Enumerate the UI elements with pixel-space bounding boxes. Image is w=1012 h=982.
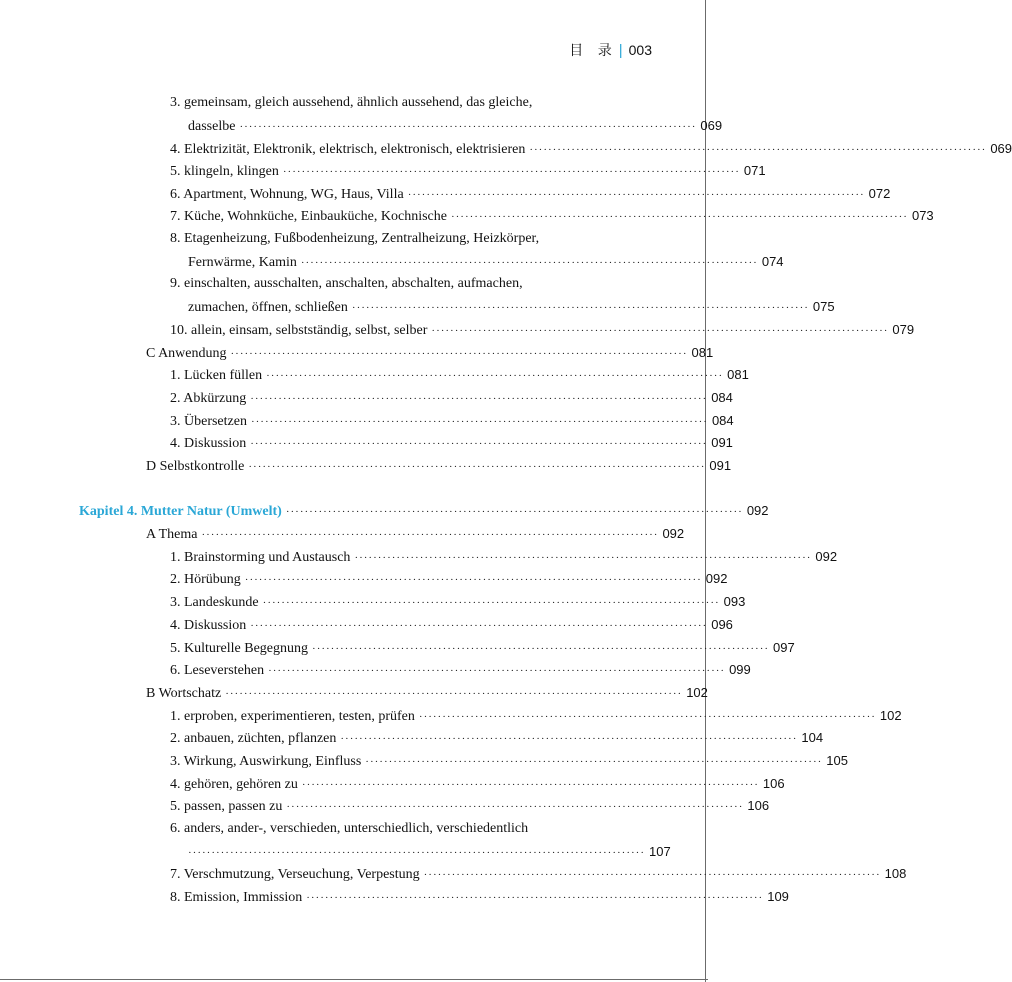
- toc-entry-text: C Anwendung: [146, 346, 227, 361]
- toc-page-number: 071: [743, 163, 766, 178]
- leader-dots: ··································································································: [340, 733, 798, 745]
- toc-page-number: 106: [762, 776, 785, 791]
- toc-page-number: 084: [711, 413, 734, 428]
- leader-dots: ··································································································: [250, 416, 708, 428]
- toc-entry-text: 2. Abkürzung: [170, 391, 247, 406]
- leader-dots: ··································································································: [300, 257, 758, 269]
- toc-entry[interactable]: [0, 728, 824, 748]
- toc-entry-text: 7. Verschmutzung, Verseuchung, Verpestung: [170, 867, 420, 882]
- running-header: [569, 40, 652, 60]
- leader-dots: ··································································································: [248, 461, 706, 473]
- toc-entry-text: 6. anders, ander-, verschieden, unterschiedlich, verschiedentlich: [170, 821, 529, 836]
- page-border-bottom: [0, 979, 708, 980]
- toc-entry-text: 8. Emission, Immission: [170, 890, 303, 905]
- toc-page-number: 092: [746, 503, 769, 518]
- toc-entry[interactable]: [0, 184, 891, 204]
- toc-page-number: 107: [648, 844, 671, 859]
- toc-entry[interactable]: [0, 320, 915, 340]
- toc-entry-text: 9. einschalten, ausschalten, anschalten, abschalten, aufmachen,: [170, 276, 523, 291]
- leader-dots: ··································································································: [250, 438, 708, 450]
- toc-entry-text: 3. Wirkung, Auswirkung, Einfluss: [170, 754, 362, 769]
- leader-dots: ··································································································: [262, 597, 720, 609]
- toc-entry-text: 1. erproben, experimentieren, testen, prüfen: [170, 709, 415, 724]
- leader-dots: ··································································································: [418, 711, 876, 723]
- toc-entry-text: 4. Diskussion: [170, 618, 247, 633]
- toc-page-number: 081: [727, 367, 749, 382]
- toc-entry[interactable]: [0, 592, 746, 612]
- leader-dots: ··································································································: [201, 529, 659, 541]
- header-divider: |: [618, 41, 623, 59]
- leader-dots: ··································································································: [230, 348, 688, 360]
- toc-page-number: 074: [761, 254, 784, 269]
- toc-page-number: 091: [711, 435, 733, 450]
- toc-entry[interactable]: [0, 297, 835, 317]
- toc-entry[interactable]: [0, 706, 902, 726]
- toc-entry-text: A Thema: [146, 527, 198, 542]
- toc-entry-text: 2. anbauen, züchten, pflanzen: [170, 731, 337, 746]
- toc-page-number: 075: [812, 299, 835, 314]
- toc-entry-text: 5. klingeln, klingen: [170, 164, 279, 179]
- leader-dots: ··································································································: [301, 779, 759, 791]
- leader-dots: ··································································································: [225, 688, 683, 700]
- toc-entry[interactable]: [0, 864, 907, 884]
- toc-entry-text: 10. allein, einsam, selbstständig, selbst, selber: [170, 323, 428, 338]
- toc-entry-text: 4. gehören, gehören zu: [170, 777, 298, 792]
- toc-entry-text: Fernwärme, Kamin: [188, 255, 297, 270]
- toc-entry[interactable]: [0, 638, 795, 658]
- toc-chapter-title: Kapitel 4. Mutter Natur (Umwelt): [79, 504, 282, 519]
- leader-dots: ··································································································: [354, 552, 812, 564]
- leader-dots: ··································································································: [431, 325, 889, 337]
- toc-entry-text: 2. Hörübung: [170, 572, 241, 587]
- toc-page-number: 106: [747, 798, 770, 813]
- toc-entry-text: 7. Küche, Wohnküche, Einbauküche, Kochnische: [170, 209, 447, 224]
- toc-entry[interactable]: [0, 569, 728, 589]
- toc-page-number: 102: [686, 685, 708, 700]
- toc-entry[interactable]: [0, 842, 671, 862]
- toc-entry[interactable]: [0, 411, 734, 431]
- toc-page-number: 092: [705, 571, 728, 586]
- toc-entry-text: D Selbstkontrolle: [146, 459, 245, 474]
- toc-entry[interactable]: [0, 615, 733, 635]
- toc-page-number: 096: [711, 617, 733, 632]
- leader-dots: ··································································································: [407, 189, 865, 201]
- leader-dots: ··································································································: [450, 211, 908, 223]
- leader-dots: ··································································································: [268, 665, 726, 677]
- toc-entry[interactable]: [0, 796, 770, 816]
- toc-page-number: 109: [767, 889, 789, 904]
- header-section-title: 目 录: [569, 43, 617, 59]
- leader-dots: ··································································································: [423, 869, 881, 881]
- toc-entry[interactable]: [0, 388, 733, 408]
- toc-entry-text: 3. gemeinsam, gleich aussehend, ähnlich aussehend, das gleiche,: [170, 95, 533, 110]
- toc-entry-text: 3. Übersetzen: [170, 414, 247, 429]
- leader-dots: ··································································································: [282, 166, 740, 178]
- toc-entry-text: 6. Leseverstehen: [170, 663, 265, 678]
- leader-dots: ··································································································: [244, 574, 702, 586]
- leader-dots: ··································································································: [351, 302, 809, 314]
- toc-page-number: 073: [911, 208, 934, 223]
- toc-section[interactable]: [0, 343, 714, 363]
- toc-page-number: 099: [729, 662, 751, 677]
- toc-entry-text: 5. passen, passen zu: [170, 799, 283, 814]
- toc-page-number: 084: [711, 390, 733, 405]
- toc-chapter[interactable]: [0, 501, 769, 521]
- toc-entry[interactable]: [0, 252, 784, 272]
- toc-entry-text: 3. Landeskunde: [170, 595, 259, 610]
- toc-entry[interactable]: [0, 365, 749, 385]
- toc-entry-text: dasselbe: [188, 119, 236, 134]
- toc-section[interactable]: [0, 456, 732, 476]
- toc-entry[interactable]: [0, 206, 934, 226]
- leader-dots: ··································································································: [365, 756, 823, 768]
- toc-entry[interactable]: [0, 433, 733, 453]
- toc-page-number: 097: [773, 640, 795, 655]
- toc-entry[interactable]: [0, 887, 789, 907]
- toc-page-number: 102: [879, 708, 902, 723]
- toc-page-number: 093: [723, 594, 746, 609]
- toc-page-number: 092: [815, 549, 838, 564]
- toc-entry[interactable]: [0, 547, 838, 567]
- leader-dots: ··································································································: [266, 370, 724, 382]
- toc-page-number: 091: [709, 458, 732, 473]
- toc-entry-text: 4. Diskussion: [170, 436, 247, 451]
- toc-entry-text: 8. Etagenheizung, Fußbodenheizung, Zentralheizung, Heizkörper,: [170, 231, 540, 246]
- toc-entry-text: 5. Kulturelle Begegnung: [170, 641, 309, 656]
- toc-entry[interactable]: [0, 774, 785, 794]
- leader-dots: ··································································································: [306, 892, 764, 904]
- toc-entry[interactable]: [0, 139, 1012, 159]
- toc-entry-text: 6. Apartment, Wohnung, WG, Haus, Villa: [170, 187, 404, 202]
- leader-dots: ··································································································: [250, 620, 708, 632]
- toc-page-number: 069: [990, 141, 1012, 156]
- leader-dots: ··································································································: [312, 643, 770, 655]
- toc-entry-text: 1. Lücken füllen: [170, 368, 263, 383]
- toc-entry[interactable]: [0, 161, 766, 181]
- leader-dots: ··································································································: [285, 506, 743, 518]
- toc-page-number: 081: [691, 345, 714, 360]
- header-page-number: 003: [628, 42, 652, 58]
- leader-dots: ··································································································: [250, 393, 708, 405]
- toc-section[interactable]: [0, 683, 708, 703]
- toc-page-number: 072: [868, 186, 891, 201]
- toc-entry-text: 4. Elektrizität, Elektronik, elektrisch, elektronisch, elektrisieren: [170, 142, 526, 157]
- toc-page-number: 108: [884, 866, 907, 881]
- toc-entry-text: zumachen, öffnen, schließen: [188, 300, 348, 315]
- leader-dots: ··································································································: [286, 801, 744, 813]
- toc-entry[interactable]: [0, 751, 848, 771]
- leader-dots: ··································································································: [239, 121, 697, 133]
- toc-page-number: 079: [892, 322, 915, 337]
- toc-page-number: 105: [826, 753, 848, 768]
- toc-section[interactable]: [0, 524, 685, 544]
- leader-dots: ··································································································: [188, 847, 645, 859]
- toc-page-number: 069: [700, 118, 723, 133]
- toc-entry[interactable]: [0, 116, 723, 136]
- toc-entry[interactable]: [0, 660, 751, 680]
- toc-entry-text: B Wortschatz: [146, 686, 222, 701]
- toc-entry-text: 1. Brainstorming und Austausch: [170, 550, 351, 565]
- toc-page-number: 092: [662, 526, 685, 541]
- toc-page-number: 104: [801, 730, 824, 745]
- leader-dots: ··································································································: [529, 144, 987, 156]
